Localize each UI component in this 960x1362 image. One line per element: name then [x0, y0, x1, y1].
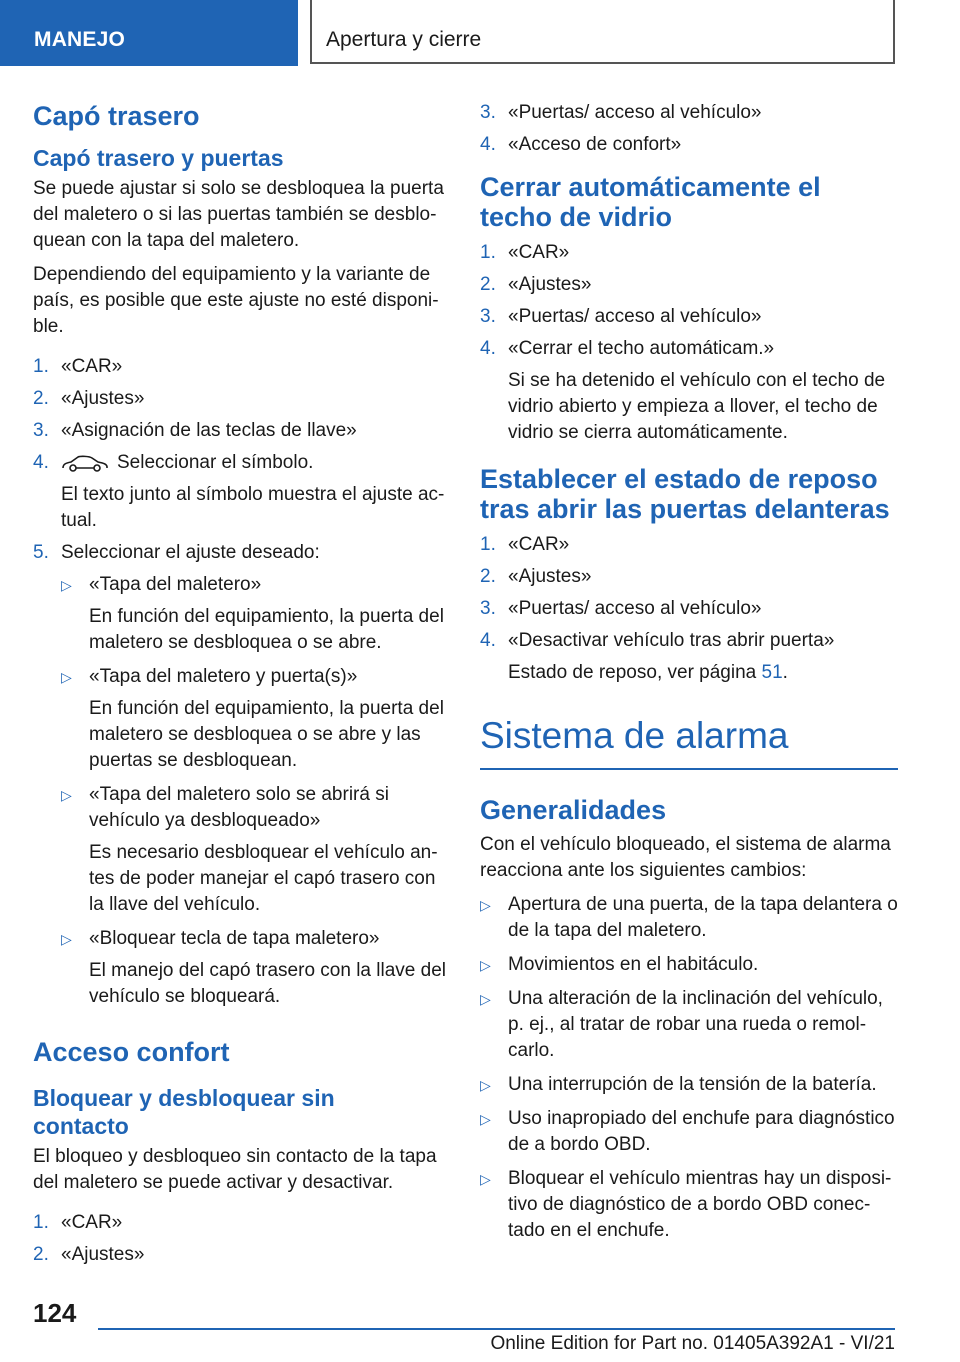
note-end: . [782, 662, 788, 683]
option-text: «Tapa del maletero» [89, 574, 262, 595]
triangle-bullet-icon: ▷ [480, 991, 491, 1007]
step-number: 1. [33, 1212, 49, 1233]
step-text: «CAR» [61, 356, 123, 377]
list-item [480, 304, 898, 330]
option-note: El manejo del capó trasero con la llave del vehículo se bloqueará. [89, 960, 446, 1007]
step-text: Seleccionar el ajuste deseado: [61, 542, 320, 563]
right-column [480, 100, 898, 1252]
option-note: En función del equipamiento, la puerta del maletero se desbloquea o se abre y las puertas se desbloquean. [89, 698, 444, 771]
page-link[interactable]: 51 [761, 662, 783, 683]
subsection-title-capo-puertas: Capó trasero y puertas [33, 145, 284, 171]
bullet-text: Una alteración de la inclinación del vehículo, p. ej., al tratar de robar una rueda o remol-carlo. [508, 988, 883, 1061]
list-item [480, 1106, 898, 1158]
step-number: 2. [480, 566, 496, 587]
list-item [61, 782, 449, 918]
section-title-generalidades: Generalidades [480, 795, 667, 825]
car-symbol-icon [61, 453, 109, 473]
step-text: «Puertas/ acceso al vehículo» [508, 598, 762, 619]
list-item [480, 1166, 898, 1244]
list-item [33, 540, 449, 1010]
step-text: «CAR» [508, 242, 570, 263]
step-number: 2. [33, 1244, 49, 1265]
list-item [480, 532, 898, 558]
step-number: 2. [33, 388, 49, 409]
step-number: 4. [480, 630, 496, 651]
list-item [480, 986, 898, 1064]
step-text: «Ajustes» [508, 566, 592, 587]
option-note: En función del equipamiento, la puerta del maletero se desbloquea o se abre. [89, 606, 444, 653]
steps-list [480, 240, 898, 446]
list-item [480, 132, 898, 158]
step-number: 1. [480, 242, 496, 263]
options-list [61, 572, 449, 1010]
step-number: 3. [480, 306, 496, 327]
footer-divider [98, 1328, 895, 1330]
edition-note: Online Edition for Part no. 01405A392A1 - VI/21 [490, 1333, 895, 1354]
step-text: «CAR» [508, 534, 570, 555]
step-number: 5. [33, 542, 49, 563]
alarm-triggers-list [480, 892, 898, 1244]
triangle-bullet-icon: ▷ [61, 669, 72, 685]
list-item [33, 386, 449, 412]
list-item [480, 596, 898, 622]
option-text: «Bloquear tecla de tapa maletero» [89, 928, 380, 949]
list-item [33, 354, 449, 380]
triangle-bullet-icon: ▷ [480, 897, 491, 913]
list-item [480, 952, 898, 978]
section-title-acceso-confort: Acceso confort [33, 1037, 230, 1067]
paragraph: Con el vehículo bloqueado, el sistema de alarma reacciona ante los siguientes cambios: [480, 834, 891, 881]
option-text: «Tapa del maletero solo se abrirá si vehículo ya desbloqueado» [89, 784, 389, 831]
list-item [61, 572, 449, 656]
step-number: 4. [480, 338, 496, 359]
list-item [480, 628, 898, 686]
paragraph: Dependiendo del equipamiento y la variante de país, es posible que este ajuste no esté disponi-ble. [33, 264, 439, 337]
step-text: «Cerrar el techo automáticam.» [508, 338, 775, 359]
triangle-bullet-icon: ▷ [480, 957, 491, 973]
page-header [0, 0, 960, 66]
step-text: Seleccionar el símbolo. [117, 452, 314, 473]
triangle-bullet-icon: ▷ [61, 931, 72, 947]
list-item [480, 1072, 898, 1098]
bullet-text: Movimientos en el habitáculo. [508, 954, 759, 975]
bullet-text: Apertura de una puerta, de la tapa delantera o de la tapa del maletero. [508, 894, 898, 941]
step-number: 3. [480, 598, 496, 619]
list-item [33, 450, 449, 534]
step-note: El texto junto al símbolo muestra el ajuste ac-tual. [61, 484, 445, 531]
chapter-title-sistema-alarma: Sistema de alarma [480, 714, 898, 770]
list-item [33, 1210, 449, 1236]
page-number: 124 [33, 1298, 77, 1328]
step-number: 1. [33, 356, 49, 377]
note-text: Estado de reposo, ver página [508, 662, 762, 683]
paragraph: Se puede ajustar si solo se desbloquea la puerta del maletero o si las puertas también se desblo-quean con la tapa del maletero. [33, 178, 444, 251]
bullet-text: Uso inapropiado del enchufe para diagnóstico de a bordo OBD. [508, 1108, 895, 1155]
list-item [61, 926, 449, 1010]
list-item [61, 664, 449, 774]
step-text: «Asignación de las teclas de llave» [61, 420, 357, 441]
triangle-bullet-icon: ▷ [61, 787, 72, 803]
step-number: 3. [480, 102, 496, 123]
step-text: «Puertas/ acceso al vehículo» [508, 102, 762, 123]
section-tab[interactable]: Apertura y cierre [310, 0, 895, 64]
option-text: «Tapa del maletero y puerta(s)» [89, 666, 358, 687]
list-item [480, 892, 898, 944]
steps-list [33, 354, 449, 1010]
step-text: «Ajustes» [508, 274, 592, 295]
section-title-techo-vidrio: Cerrar automáticamente el techo de vidrio [480, 172, 821, 232]
paragraph: El bloqueo y desbloqueo sin contacto de la tapa del maletero se puede activar y desactivar. [33, 1146, 437, 1193]
triangle-bullet-icon: ▷ [61, 577, 72, 593]
step-number: 3. [33, 420, 49, 441]
steps-list [480, 100, 898, 158]
section-title-estado-reposo: Establecer el estado de reposo tras abrir las puertas delanteras [480, 464, 890, 524]
list-item [480, 100, 898, 126]
step-text: «Desactivar vehículo tras abrir puerta» [508, 630, 835, 651]
chapter-tab[interactable]: MANEJO [0, 0, 298, 66]
step-number: 4. [480, 134, 496, 155]
triangle-bullet-icon: ▷ [480, 1077, 491, 1093]
steps-list [480, 532, 898, 686]
list-item [480, 336, 898, 446]
step-text: «Puertas/ acceso al vehículo» [508, 306, 762, 327]
list-item [480, 564, 898, 590]
bullet-text: Bloquear el vehículo mientras hay un disposi-tivo de diagnóstico de a bordo OBD conec-tado en el enchufe. [508, 1168, 892, 1241]
subsection-title-bloquear: Bloquear y desbloquear sin contacto [33, 1085, 335, 1139]
step-number: 1. [480, 534, 496, 555]
section-title-capo-trasero: Capó trasero [33, 101, 200, 131]
triangle-bullet-icon: ▷ [480, 1171, 491, 1187]
step-number: 2. [480, 274, 496, 295]
steps-list [33, 1210, 449, 1268]
list-item [33, 418, 449, 444]
left-column [33, 100, 449, 1278]
step-note [508, 660, 898, 686]
list-item [480, 272, 898, 298]
list-item [33, 1242, 449, 1268]
step-note: Si se ha detenido el vehículo con el techo de vidrio abierto y empieza a llover, el techo de vidrio se cierra automáticamente. [508, 370, 886, 443]
step-text: «Ajustes» [61, 1244, 145, 1265]
option-note: Es necesario desbloquear el vehículo an-tes de poder manejar el capó trasero con la llave del vehículo. [89, 842, 438, 915]
list-item [480, 240, 898, 266]
bullet-text: Una interrupción de la tensión de la batería. [508, 1074, 877, 1095]
step-text: «CAR» [61, 1212, 123, 1233]
triangle-bullet-icon: ▷ [480, 1111, 491, 1127]
step-text: «Ajustes» [61, 388, 145, 409]
step-text: «Acceso de confort» [508, 134, 682, 155]
step-number: 4. [33, 452, 49, 473]
